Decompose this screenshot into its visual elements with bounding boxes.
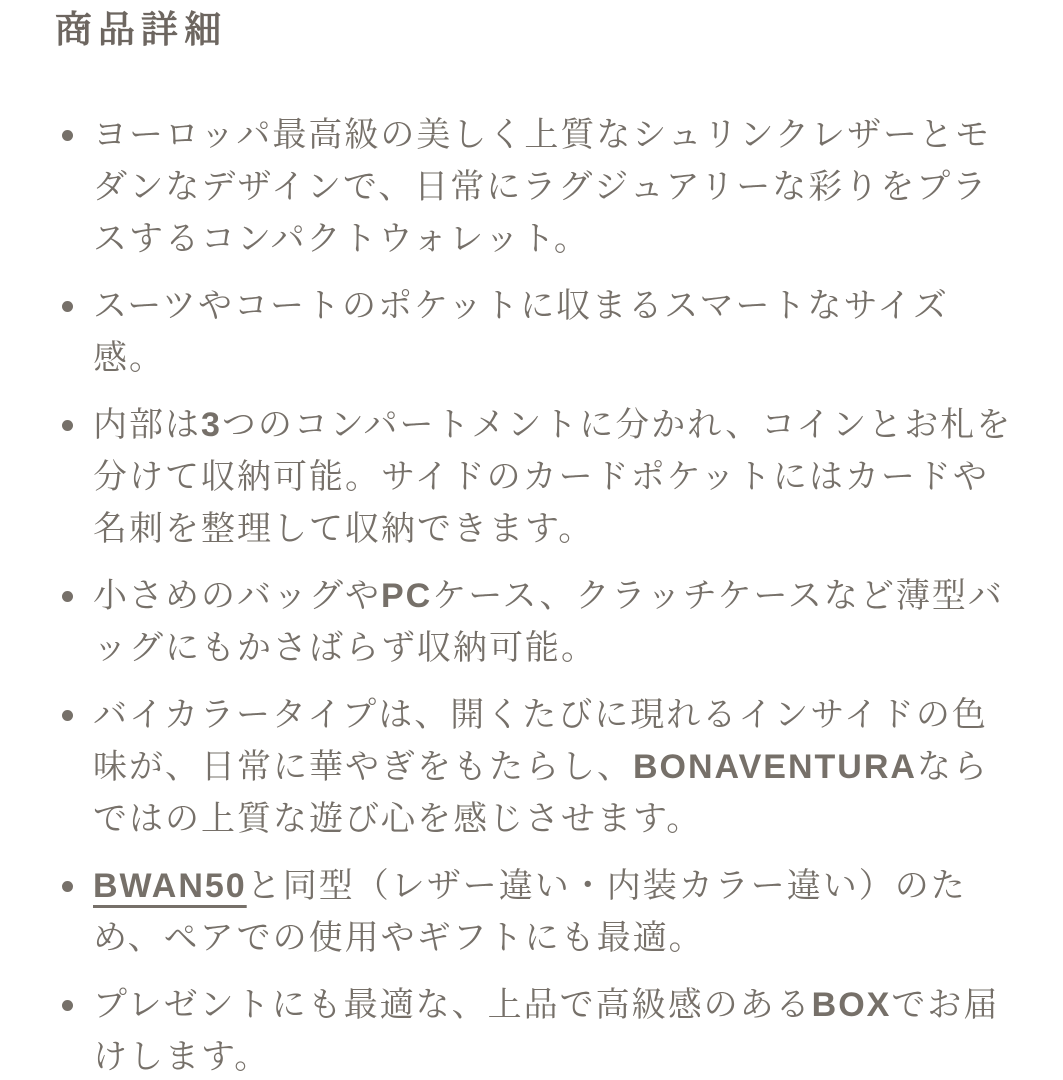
list-item	[55, 280, 1013, 384]
list-item	[55, 860, 1013, 964]
list-item-text	[93, 577, 1004, 667]
bwan50-link[interactable]: BWAN50	[93, 867, 247, 905]
bullet-icon	[62, 420, 73, 431]
bold-text: PC	[381, 577, 433, 615]
bullet-icon	[62, 591, 73, 602]
text-segment: ならではの上質な遊び心を感じさせます。	[93, 748, 989, 838]
product-details-list	[55, 109, 1013, 1080]
list-item-text	[93, 696, 989, 838]
text-segment: と同型（レザー違い・内装カラー違い）のため、ペアでの使用やギフトにも最適。	[93, 867, 967, 957]
text-segment: プレゼントにも最適な、上品で高級感のある	[93, 986, 812, 1024]
text-segment: スーツやコートのポケットに収まるスマートなサイズ感。	[93, 287, 949, 377]
bullet-icon	[62, 710, 73, 721]
text-segment: でお届けします。	[93, 986, 1000, 1076]
list-item	[55, 109, 1013, 265]
list-item-text	[93, 867, 967, 957]
bold-text: BONAVENTURA	[633, 748, 917, 786]
bullet-icon	[62, 881, 73, 892]
list-item	[55, 979, 1013, 1080]
list-item	[55, 570, 1013, 674]
list-item-text	[93, 116, 991, 258]
text-segment: 内部は	[93, 406, 201, 444]
list-item-text	[93, 406, 1012, 548]
section-title: 商品詳細	[55, 9, 227, 50]
text-segment: ケース、クラッチケースなど薄型バッグにもかさばらず収納可能。	[93, 577, 1004, 667]
list-item-text	[93, 287, 949, 377]
bullet-icon	[62, 1000, 73, 1011]
bold-text: BOX	[811, 986, 892, 1024]
text-segment: 小さめのバッグや	[93, 577, 381, 615]
bold-text: 3	[201, 406, 222, 444]
list-item-text	[93, 986, 999, 1076]
text-segment: バイカラータイプは、開くたびに現れるインサイドの色味が、日常に華やぎをもたらし、	[93, 696, 988, 786]
text-segment: つのコンパートメントに分かれ、コインとお札を分けて収納可能。サイドのカードポケットにはカードや名刺を整理して収納できます。	[93, 406, 1013, 548]
list-item	[55, 399, 1013, 555]
bullet-icon	[62, 301, 73, 312]
bullet-icon	[62, 130, 73, 141]
text-segment: ヨーロッパ最高級の美しく上質なシュリンクレザーとモダンなデザインで、日常にラグジュアリーな彩りをプラスするコンパクトウォレット。	[93, 116, 991, 258]
list-item	[55, 689, 1013, 845]
